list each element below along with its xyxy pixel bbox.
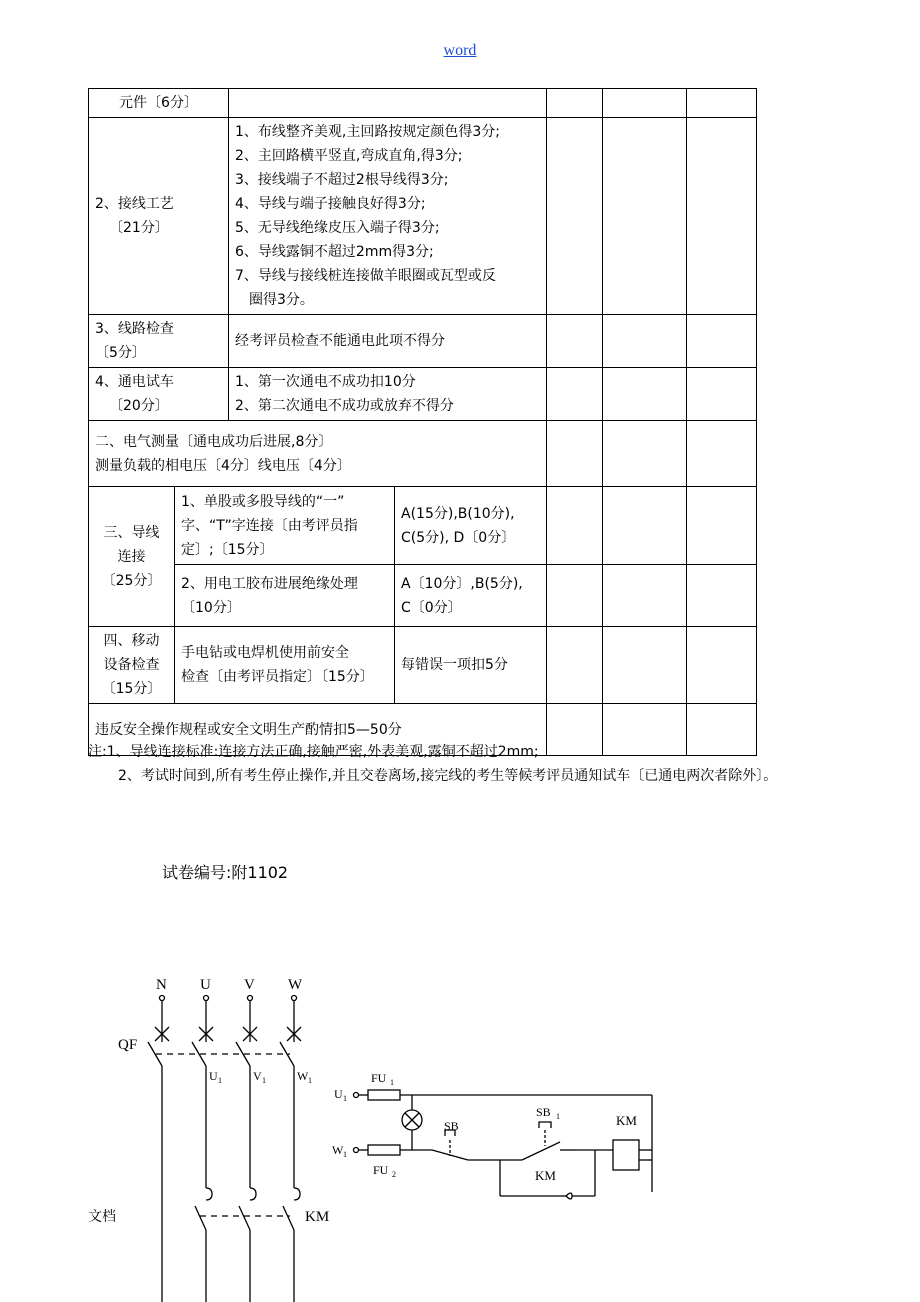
conn-sub1-l1: 1、单股或多股导线的“一”	[181, 493, 345, 510]
conn-sub1-score2: C(5分), D〔0分〕	[401, 529, 516, 546]
check-title: 3、线路检查	[95, 321, 174, 337]
svg-text:2: 2	[392, 1170, 396, 1179]
measure-line1: 二、电气测量〔通电成功后进展,8分〕	[95, 433, 333, 450]
safety-desc: 违反安全操作规程或安全文明生产酌情扣5—50分	[89, 704, 547, 756]
label-n: N	[156, 977, 167, 993]
label-km-main: KM	[305, 1209, 330, 1225]
mobile-score: 每错误一项扣5分	[395, 627, 547, 704]
ctrl-label-w1: W	[332, 1143, 344, 1157]
svg-text:1: 1	[343, 1094, 347, 1103]
sb1-start-contact	[522, 1142, 560, 1160]
ctrl-terminal-u1	[354, 1093, 359, 1098]
label-fu1: FU	[371, 1071, 387, 1085]
mobile-points: 〔15分〕	[101, 681, 162, 697]
label-km-coil: KM	[616, 1113, 637, 1128]
km-coil	[613, 1140, 639, 1170]
conn-points: 〔25分〕	[101, 572, 162, 589]
label-qf: QF	[118, 1037, 138, 1053]
ctrl-terminal-w1	[354, 1148, 359, 1153]
conn-title-l1: 三、导线	[103, 524, 160, 541]
wiring-title: 2、接线工艺	[95, 196, 174, 212]
criteria-item: 7、导线与接线桩连接做羊眼圈或瓦型或反	[235, 268, 496, 284]
fuse-fu1	[368, 1090, 400, 1100]
trial-item: 1、第一次通电不成功扣10分	[235, 374, 416, 390]
label-v: V	[244, 977, 255, 993]
header-watermark: word	[443, 42, 477, 59]
svg-text:1: 1	[218, 1076, 222, 1085]
conn-sub2-score2: C〔0分〕	[401, 599, 462, 616]
footer-label: 文档	[88, 1210, 116, 1225]
terminal-n	[160, 996, 165, 1001]
conn-sub2-l2: 〔10分〕	[181, 599, 241, 616]
label-sb1: SB	[536, 1105, 551, 1119]
label-v1: V	[253, 1069, 262, 1083]
table-row	[89, 368, 757, 421]
trial-title: 4、通电试车	[95, 374, 174, 390]
note-2: 2、考试时间到,所有考生停止操作,并且交卷离场,接完线的考生等候考评员通知试车〔已通电两次者除外〕。	[118, 768, 778, 784]
criteria-item: 6、导线露铜不超过2mm得3分;	[235, 244, 434, 260]
check-desc: 经考评员检查不能通电此项不得分	[229, 315, 547, 368]
components-label: 元件〔6分〕	[89, 89, 229, 118]
label-fu2: FU	[373, 1163, 389, 1177]
paper-number: 试卷编号:附1102	[162, 863, 289, 882]
wiring-title-cell	[89, 118, 229, 315]
label-w: W	[288, 977, 303, 993]
mobile-desc-l2: 检查〔由考评员指定〕〔15分〕	[181, 669, 374, 685]
conn-title-l2: 连接	[117, 548, 146, 565]
terminal-v	[248, 996, 253, 1001]
ctrl-label-u1: U	[334, 1087, 343, 1101]
conn-sub2-score1: A〔10分〕,B(5分),	[401, 575, 523, 592]
label-sb: SB	[444, 1119, 459, 1133]
table-row	[89, 315, 757, 368]
criteria-item: 1、布线整齐美观,主回路按规定颜色得3分;	[235, 124, 500, 140]
conn-sub2-l1: 2、用电工胶布进展绝缘处理	[181, 575, 358, 592]
notes	[88, 740, 848, 788]
conn-sub1-score1: A(15分),B(10分),	[401, 505, 515, 522]
conn-title-cell	[89, 487, 175, 627]
wiring-criteria	[229, 118, 547, 315]
criteria-item: 4、导线与端子接触良好得3分;	[235, 196, 426, 212]
criteria-item: 5、无导线绝缘皮压入端子得3分;	[235, 220, 440, 236]
svg-text:1: 1	[390, 1078, 394, 1087]
label-km-aux: KM	[535, 1168, 556, 1183]
svg-text:1: 1	[308, 1076, 312, 1085]
criteria-item: 圈得3分。	[249, 292, 314, 308]
km-main-blade	[195, 1206, 206, 1230]
mobile-title-l2: 设备检查	[103, 657, 160, 673]
table-row	[89, 487, 757, 565]
fuse-fu2	[368, 1145, 400, 1155]
criteria-item: 2、主回路横平竖直,弯成直角,得3分;	[235, 148, 463, 164]
table-row	[89, 89, 757, 118]
label-u: U	[200, 977, 211, 993]
svg-text:1: 1	[556, 1112, 560, 1121]
mobile-desc-l1: 手电钻或电焊机使用前安全	[181, 645, 349, 661]
table-row	[89, 627, 757, 704]
measure-line2: 测量负载的相电压〔4分〕线电压〔4分〕	[95, 457, 351, 474]
check-points: 〔5分〕	[95, 345, 146, 361]
scoring-table	[88, 88, 757, 756]
svg-text:1: 1	[262, 1076, 266, 1085]
label-w1: W	[297, 1069, 309, 1083]
table-row	[89, 565, 757, 627]
km-aux-contact	[566, 1193, 572, 1199]
trial-item: 2、第二次通电不成功或放弃不得分	[235, 398, 454, 414]
conn-sub1-l3: 定〕;〔15分〕	[181, 541, 274, 558]
conn-sub1-l2: 字、“T”字连接〔由考评员指	[181, 517, 358, 534]
wiring-points: 〔21分〕	[109, 220, 169, 236]
terminal-w	[292, 996, 297, 1001]
criteria-item: 3、接线端子不超过2根导线得3分;	[235, 172, 449, 188]
table-row	[89, 421, 757, 487]
table-row	[89, 118, 757, 315]
terminal-u	[204, 996, 209, 1001]
note-1: 注:1、导线连接标准:连接方法正确,接触严密,外表美观,露铜不超过2mm;	[88, 744, 539, 760]
label-u1: U	[209, 1069, 218, 1083]
trial-points: 〔20分〕	[109, 398, 169, 414]
mobile-title-l1: 四、移动	[103, 633, 160, 649]
circuit-diagram	[0, 960, 920, 1302]
svg-text:1: 1	[343, 1150, 347, 1159]
